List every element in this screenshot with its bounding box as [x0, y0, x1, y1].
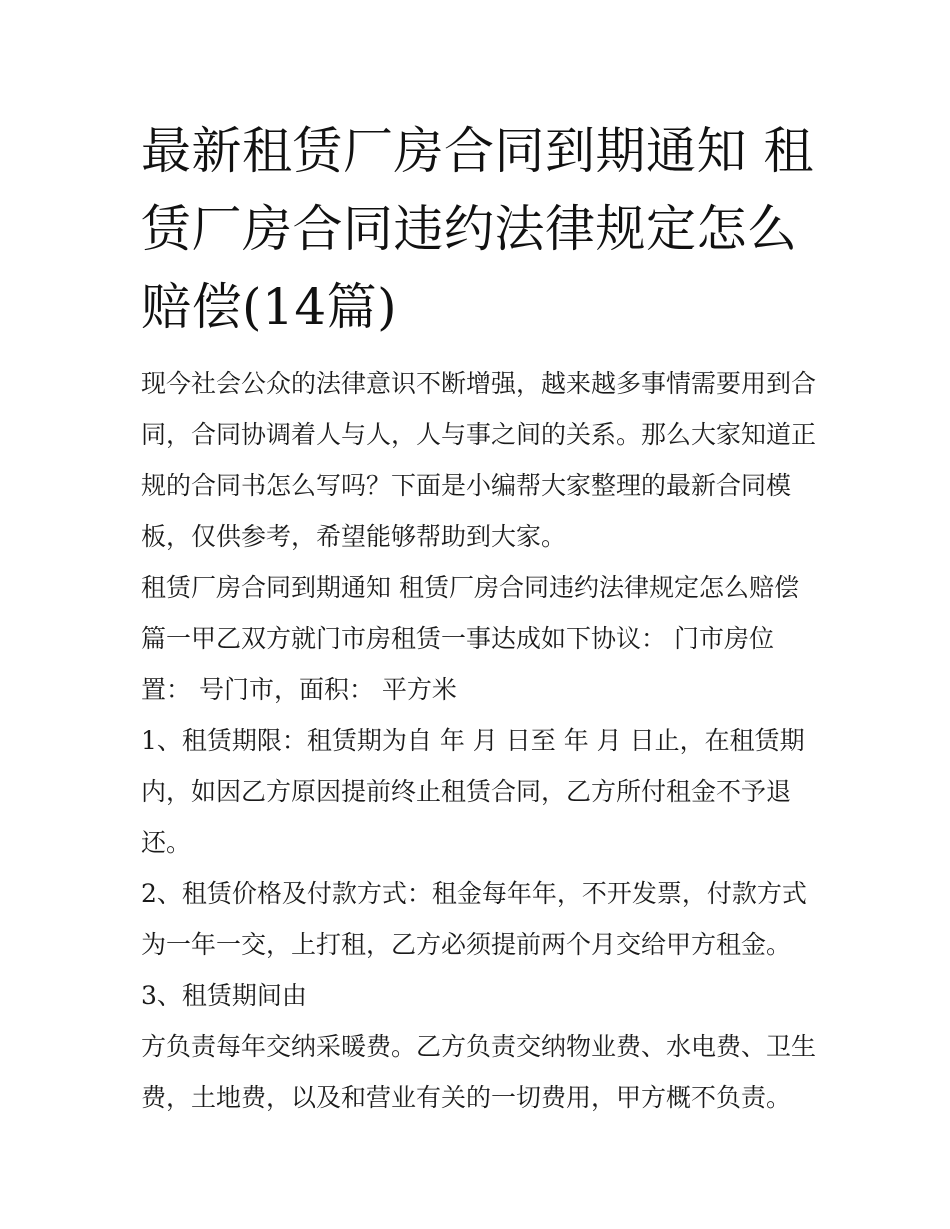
paragraph-clause-1: 1、租赁期限：租赁期为自 年 月 日至 年 月 日止，在租赁期内，如因乙方原因提前终止租赁合同，乙方所付租金不予退还。 [141, 726, 805, 857]
document-title: 最新租赁厂房合同到期通知 租赁厂房合同违约法律规定怎么赔偿(14篇) [141, 122, 814, 336]
paragraph-clause-2: 2、租赁价格及付款方式：租金每年年，不开发票，付款方式为一年一交，上打租，乙方必须提前两个月交给甲方租金。 [141, 879, 807, 959]
document-body [141, 358, 817, 1123]
paragraph-clause-3-continued: 方负责每年交纳采暖费。乙方负责交纳物业费、水电费、卫生费，土地费，以及和营业有关的一切费用，甲方概不负责。 [141, 1032, 817, 1112]
paragraph-section-heading: 租赁厂房合同到期通知 租赁厂房合同违约法律规定怎么赔偿篇一甲乙双方就门市房租赁一事达成如下协议： 门市房位置： 号门市，面积： 平方米 [141, 573, 799, 704]
paragraph-clause-3: 3、租赁期间由 [141, 981, 307, 1010]
paragraph-intro: 现今社会公众的法律意识不断增强，越来越多事情需要用到合同，合同协调着人与人，人与事之间的关系。那么大家知道正规的合同书怎么写吗？下面是小编帮大家整理的最新合同模板，仅供参考，希望能够帮助到大家。 [141, 369, 817, 551]
document-page [141, 112, 817, 1123]
